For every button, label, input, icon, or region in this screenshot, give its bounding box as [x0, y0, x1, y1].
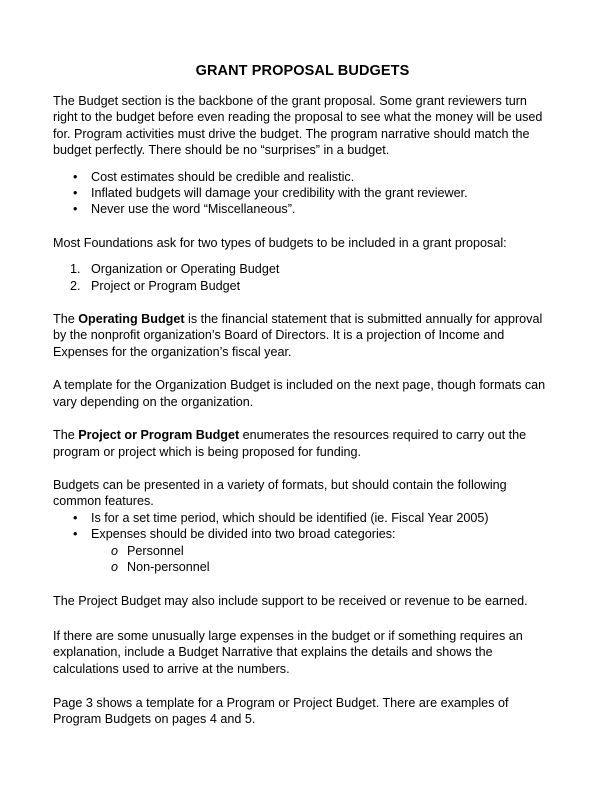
list-item: o Personnel — [111, 543, 184, 558]
unusual-expenses-paragraph: If there are some unusually large expenses in the budget or if something requires an explanation, include a Budget Narrative that explains the details and shows the calculations used to arrive at the numbers. — [53, 628, 523, 676]
common-features-list — [53, 510, 552, 543]
list-item: o Non-personnel — [111, 559, 210, 574]
bullet-icon: • — [73, 527, 78, 542]
foundations-paragraph: Most Foundations ask for two types of budgets to be included in a grant proposal: — [53, 235, 507, 250]
page-title: GRANT PROPOSAL BUDGETS — [195, 63, 410, 79]
list-item: • Inflated budgets will damage your credibility with the grant reviewer. — [73, 186, 468, 201]
bullet-icon: • — [73, 510, 78, 525]
project-budget-paragraph: The Project or Program Budget enumerates the resources required to carry out the program or project which is being proposed for funding. — [53, 428, 527, 459]
project-budget-term: Project or Program Budget — [78, 428, 240, 443]
intro-paragraph: The Budget section is the backbone of the grant proposal. Some grant reviewers turn right to the budget before even reading the proposal to see what the money will be used for. Program activities must drive the budget. The program narrative should match the budget perfectly. There should be no “surprises” in a budget. — [53, 94, 543, 158]
budget-tips-list — [53, 169, 552, 218]
list-item: • Expenses should be divided into two broad categories: — [73, 527, 396, 542]
formats-paragraph: Budgets can be presented in a variety of formats, but should contain the following common features. — [53, 477, 507, 509]
list-item: • Never use the word “Miscellaneous”. — [73, 202, 296, 217]
support-paragraph: The Project Budget may also include support to be received or revenue to be earned. — [53, 594, 528, 609]
bullet-icon: • — [73, 202, 78, 217]
bullet-icon: • — [73, 186, 78, 201]
list-number: 2. — [70, 278, 81, 293]
list-item: • Cost estimates should be credible and realistic. — [73, 169, 355, 184]
document-page — [0, 62, 600, 792]
page3-paragraph: Page 3 shows a template for a Program or Project Budget. There are examples of Program Budgets on pages 4 and 5. — [53, 695, 509, 727]
operating-budget-term: Operating Budget — [78, 312, 185, 327]
list-item: • Is for a set time period, which should be identified (ie. Fiscal Year 2005) — [73, 510, 489, 525]
sub-bullet-icon: o — [111, 543, 119, 558]
list-item: 2. Project or Program Budget — [70, 278, 241, 293]
sub-bullet-icon: o — [111, 559, 119, 574]
operating-budget-paragraph: The Operating Budget is the financial statement that is submitted annually for approval by the nonprofit organization’s Board of Directors. It is a projection of Income and Expenses for the organization’s fiscal year. — [53, 312, 543, 359]
bullet-icon: • — [73, 169, 78, 184]
expense-categories-list — [53, 543, 552, 576]
list-number: 1. — [70, 262, 81, 277]
budget-types-list — [53, 261, 552, 294]
list-item: 1. Organization or Operating Budget — [70, 262, 280, 277]
template-note-paragraph: A template for the Organization Budget is included on the next page, though formats can vary depending on the organization. — [53, 378, 546, 409]
